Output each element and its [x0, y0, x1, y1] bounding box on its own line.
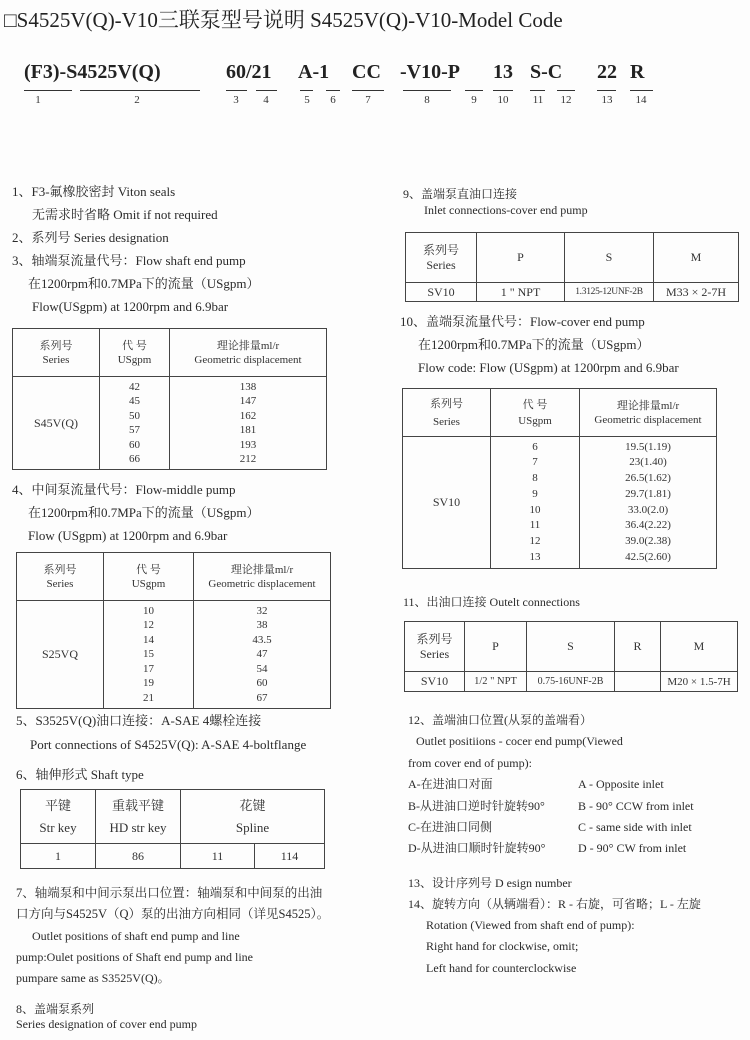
header-en: Geometric displacement: [208, 577, 316, 590]
header-cn: 代 号: [122, 339, 147, 352]
header-r: R: [615, 622, 661, 672]
item-12-en-2: from cover end of pump):: [408, 756, 532, 770]
header-cn: 理论排量ml/r: [230, 563, 294, 576]
header-en: Series: [42, 353, 70, 366]
item-4-en: Flow (USgpm) at 1200rpm and 6.9bar: [28, 528, 228, 543]
series-cell: SV10: [406, 283, 477, 302]
code-segment: A-1: [298, 61, 330, 83]
header-cn: 代 号: [136, 563, 161, 576]
item-9: 9、盖端泵直油口连接: [403, 187, 518, 201]
header-m: M: [654, 233, 739, 283]
header-cn: 平键: [44, 797, 71, 813]
hd-str-key-code: 86: [96, 844, 181, 869]
series-cell: S25VQ: [17, 601, 104, 709]
header-en: Geometric displacement: [594, 413, 702, 426]
code-number: 2: [134, 94, 140, 106]
r-cell: [615, 672, 661, 692]
page-title: □S4525V(Q)-V10三联泵型号说明 S4525V(Q)-V10-Model Code: [4, 8, 563, 32]
option-b-en: B - 90° CCW from inlet: [578, 799, 694, 813]
code-number: 9: [471, 94, 477, 106]
header-en: USgpm: [117, 353, 152, 366]
code-column: 6 7 8 9 10 11 12 13: [491, 437, 580, 569]
underline: [557, 90, 575, 91]
item-4-cn: 在1200rpm和0.7MPa下的流量（USgpm）: [28, 505, 260, 520]
code-number: 5: [304, 94, 310, 106]
item-13: 13、设计序列号 D esign number: [408, 876, 572, 890]
option-d-cn: D-从进油口顺时针旋转90°: [408, 841, 546, 855]
header-en: Str key: [39, 819, 77, 835]
code-number: 14: [635, 94, 647, 106]
underline: [597, 90, 616, 91]
shaft-pump-flow-table: [12, 328, 327, 470]
item-7-en: Outlet positions of shaft end pump and line: [32, 929, 240, 943]
option-a-cn: A-在进油口对面: [408, 777, 493, 791]
item-5: 5、S3525V(Q)油口连接：A-SAE 4螺栓连接: [16, 713, 262, 728]
item-4: 4、中间泵流量代号：Flow-middle pump: [12, 482, 236, 497]
code-column: 42 45 50 57 60 66: [100, 377, 170, 470]
code-segment: CC: [352, 61, 381, 83]
m-cell: M33 × 2-7H: [654, 283, 739, 302]
header-cn: 系列号: [39, 339, 73, 352]
code-number: 10: [497, 94, 509, 106]
header-cn: 系列号: [43, 563, 77, 576]
code-segment: 22: [597, 61, 617, 83]
code-segment: 60/21: [226, 61, 272, 83]
underline: [256, 90, 277, 91]
s-cell: 1.3125-12UNF-2B: [565, 283, 654, 302]
option-c-cn: C-在进油口同侧: [408, 820, 493, 834]
header-cn: 花键: [239, 797, 266, 813]
header-cn: 系列号: [422, 242, 459, 257]
header-en: USgpm: [518, 414, 552, 427]
displacement-column: 32 38 43.5 47 54 60 67: [194, 601, 331, 709]
item-14-en: Rotation (Viewed from shaft end of pump):: [426, 918, 635, 932]
middle-pump-flow-table: [16, 552, 331, 709]
item-1-note: 无需求时省略 Omit if not required: [32, 207, 218, 222]
inlet-connections-table: [405, 232, 739, 302]
series-cell: SV10: [405, 672, 465, 692]
item-9-en: Inlet connections-cover end pump: [424, 203, 588, 217]
underline: [630, 90, 653, 91]
code-number: 4: [263, 94, 269, 106]
m-cell: M20 × 1.5-7H: [661, 672, 738, 692]
header-en: HD str key: [109, 819, 167, 835]
item-10: 10、盖端泵流量代号：Flow-cover end pump: [400, 314, 645, 329]
item-11: 11、出油口连接 Outelt connections: [403, 595, 580, 609]
code-column: 10 12 14 15 17 19 21: [104, 601, 194, 709]
header-en: Spline: [235, 819, 270, 835]
code-segment: R: [630, 61, 645, 83]
shaft-type-table: [20, 789, 325, 869]
option-b-cn: B-从进油口逆时针旋转90°: [408, 799, 545, 813]
header-p: P: [477, 233, 565, 283]
header-en: Series: [46, 577, 74, 590]
spline-code: 114: [255, 844, 325, 869]
header-m: M: [661, 622, 738, 672]
str-key-code: 1: [21, 844, 96, 869]
displacement-column: 19.5(1.19) 23(1.40) 26.5(1.62) 29.7(1.81) 33.0(2.0) 36.4(2.22) 39.0(2.38) 42.5(2.60): [580, 437, 717, 569]
underline: [24, 90, 72, 91]
header-p: P: [465, 622, 527, 672]
underline: [493, 90, 513, 91]
item-1: 1、F3-氟橡胶密封 Viton seals: [12, 184, 176, 199]
code-segment: S-C: [530, 61, 563, 83]
underline: [226, 90, 247, 91]
header-cn: 系列号: [416, 631, 453, 646]
item-14-en-3: Left hand for counterclockwise: [426, 961, 577, 975]
series-cell: SV10: [403, 437, 491, 569]
item-3-en: Flow(USgpm) at 1200rpm and 6.9bar: [32, 299, 229, 314]
cover-pump-flow-table: [402, 388, 717, 569]
header-s: S: [565, 233, 654, 283]
item-5-en: Port connections of S4525V(Q): A-SAE 4-boltflange: [30, 737, 307, 752]
underline: [300, 90, 313, 91]
displacement-column: 138 147 162 181 193 212: [170, 377, 327, 470]
code-number: 7: [365, 94, 371, 106]
spline-code: 11: [181, 844, 255, 869]
header-en: Series: [419, 646, 450, 661]
underline: [465, 90, 483, 91]
series-cell: S45V(Q): [13, 377, 100, 470]
header-cn: 代 号: [522, 398, 548, 411]
item-6: 6、轴伸形式 Shaft type: [16, 767, 144, 782]
s-cell: 0.75-16UNF-2B: [527, 672, 615, 692]
code-segment: (F3)-S4525V(Q): [24, 61, 161, 83]
option-c-en: C - same side with inlet: [578, 820, 692, 834]
code-segment: -V10-P: [400, 61, 460, 83]
option-d-en: D - 90° CW from inlet: [578, 841, 687, 855]
header-cn: 理论排量ml/r: [616, 399, 680, 412]
item-12: 12、盖端油口位置(从泵的盖端看）: [408, 713, 592, 727]
code-number: 1: [35, 94, 41, 106]
header-cn: 理论排量ml/r: [216, 339, 280, 352]
item-7-en-3: pumpare same as S3525V(Q)。: [16, 971, 170, 985]
p-cell: 1/2 " NPT: [465, 672, 527, 692]
code-number: 3: [233, 94, 239, 106]
item-7-en-2: pump:Oulet positions of Shaft end pump and line: [16, 950, 253, 964]
item-8: 8、盖端泵系列: [16, 1002, 95, 1016]
header-en: USgpm: [131, 577, 166, 590]
header-en: Geometric displacement: [194, 353, 302, 366]
code-number: 11: [532, 94, 544, 106]
p-cell: 1 " NPT: [477, 283, 565, 302]
item-12-en: Outlet positiions - cocer end pump(Viewed: [416, 734, 623, 748]
code-number: 13: [601, 94, 613, 106]
underline: [326, 90, 340, 91]
header-cn: 重载平键: [111, 797, 164, 813]
header-en: Series: [433, 415, 460, 428]
item-7: 7、轴端泵和中间示泵出口位置：轴端泵和中间泵的出油: [16, 886, 323, 900]
underline: [403, 90, 451, 91]
item-7-cont: 口方向与S4525V（Q）泵的出油方向相同（详见S4525）。: [16, 907, 330, 921]
header-cn: 系列号: [430, 397, 463, 410]
item-10-en: Flow code: Flow (USgpm) at 1200rpm and 6.9bar: [418, 360, 679, 375]
item-2: 2、系列号 Series designation: [12, 230, 169, 245]
outlet-connections-table: [404, 621, 738, 692]
code-number: 8: [424, 94, 430, 106]
item-3: 3、轴端泵流量代号：Flow shaft end pump: [12, 253, 246, 268]
item-14: 14、旋转方向（从辆端看）：R - 右旋，可省略；L - 左旋: [408, 897, 701, 911]
code-number: 12: [560, 94, 572, 106]
code-number: 6: [330, 94, 336, 106]
item-10-cn: 在1200rpm和0.7MPa下的流量（USgpm）: [418, 337, 650, 352]
underline: [80, 90, 200, 91]
code-segment: 13: [493, 61, 513, 83]
item-8-en: Series designation of cover end pump: [16, 1017, 197, 1031]
underline: [352, 90, 384, 91]
item-3-cn: 在1200rpm和0.7MPa下的流量（USgpm）: [28, 276, 260, 291]
underline: [530, 90, 545, 91]
option-a-en: A - Opposite inlet: [578, 777, 664, 791]
item-14-en-2: Right hand for clockwise, omit;: [426, 939, 579, 953]
header-en: Series: [426, 257, 456, 272]
header-s: S: [527, 622, 615, 672]
